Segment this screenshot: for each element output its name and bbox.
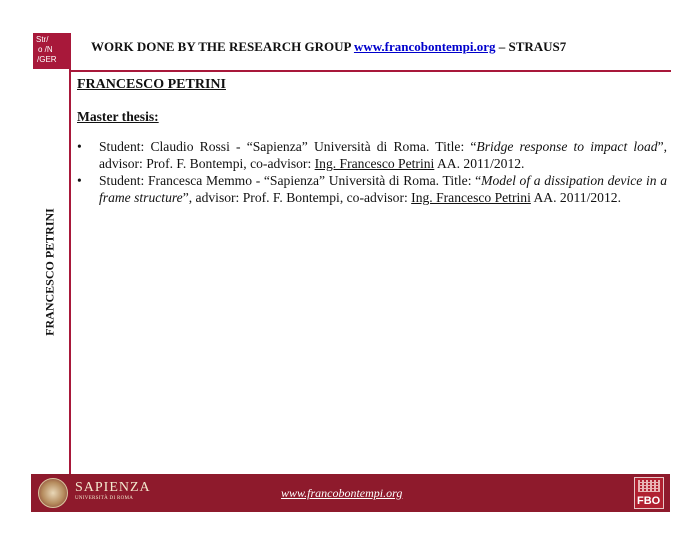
thesis-advisor: ”, advisor: Prof. F. Bontempi, co-advisor: — [182, 190, 412, 205]
header-divider — [70, 70, 671, 72]
side-label: FRANCESCO PETRINI — [42, 208, 57, 336]
bullet: • — [77, 139, 82, 154]
main-content — [77, 76, 667, 206]
logo-line-1: Str/ — [36, 35, 49, 44]
thesis-student: Student: Francesca Memmo - “Sapienza” Università di Roma. Title: “ — [99, 173, 482, 188]
thesis-title: Model of a dissipation device in a frame structure — [99, 173, 667, 205]
header-suffix: – STRAUS7 — [498, 39, 567, 54]
section-heading: Master thesis: — [77, 109, 159, 124]
strongger-logo — [33, 33, 69, 69]
thesis-list — [77, 138, 667, 206]
name-heading: FRANCESCO PETRINI — [77, 77, 226, 92]
fbo-logo-icon — [634, 477, 664, 509]
thesis-coadvisor: Ing. Francesco Petrini — [314, 156, 435, 171]
university-logo — [75, 480, 151, 502]
thesis-coadvisor: Ing. Francesco Petrini — [411, 190, 531, 205]
footer-bar — [31, 474, 670, 512]
thesis-year: AA. 2011/2012. — [530, 190, 621, 205]
footer-link[interactable]: www.francobontempi.org — [281, 486, 403, 500]
university-seal-icon — [38, 478, 68, 508]
university-subtitle: UNIVERSITÀ DI ROMA — [75, 496, 134, 501]
thesis-title: Bridge response to impact load — [476, 139, 658, 154]
header-link[interactable]: www.francobontempi.org — [353, 39, 496, 54]
fbo-logo-text: FBO — [637, 495, 661, 507]
thesis-item — [77, 172, 667, 206]
university-name: SAPIENZA — [75, 480, 151, 495]
thesis-advisor: ”, advisor: Prof. F. Bontempi, co-advisor: — [99, 139, 667, 171]
thesis-student: Student: Claudio Rossi - “Sapienza” Università di Roma. Title: “ — [99, 139, 477, 154]
logo-line-3: /GER — [37, 55, 57, 64]
grid-pattern-icon — [638, 480, 660, 492]
side-divider — [69, 33, 71, 474]
header-title — [91, 39, 566, 55]
logo-line-2: o /N — [38, 45, 53, 54]
thesis-item — [77, 138, 667, 172]
header-prefix: WORK DONE BY THE RESEARCH GROUP — [91, 39, 351, 54]
bullet: • — [77, 173, 82, 188]
thesis-year: AA. 2011/2012. — [434, 156, 525, 171]
